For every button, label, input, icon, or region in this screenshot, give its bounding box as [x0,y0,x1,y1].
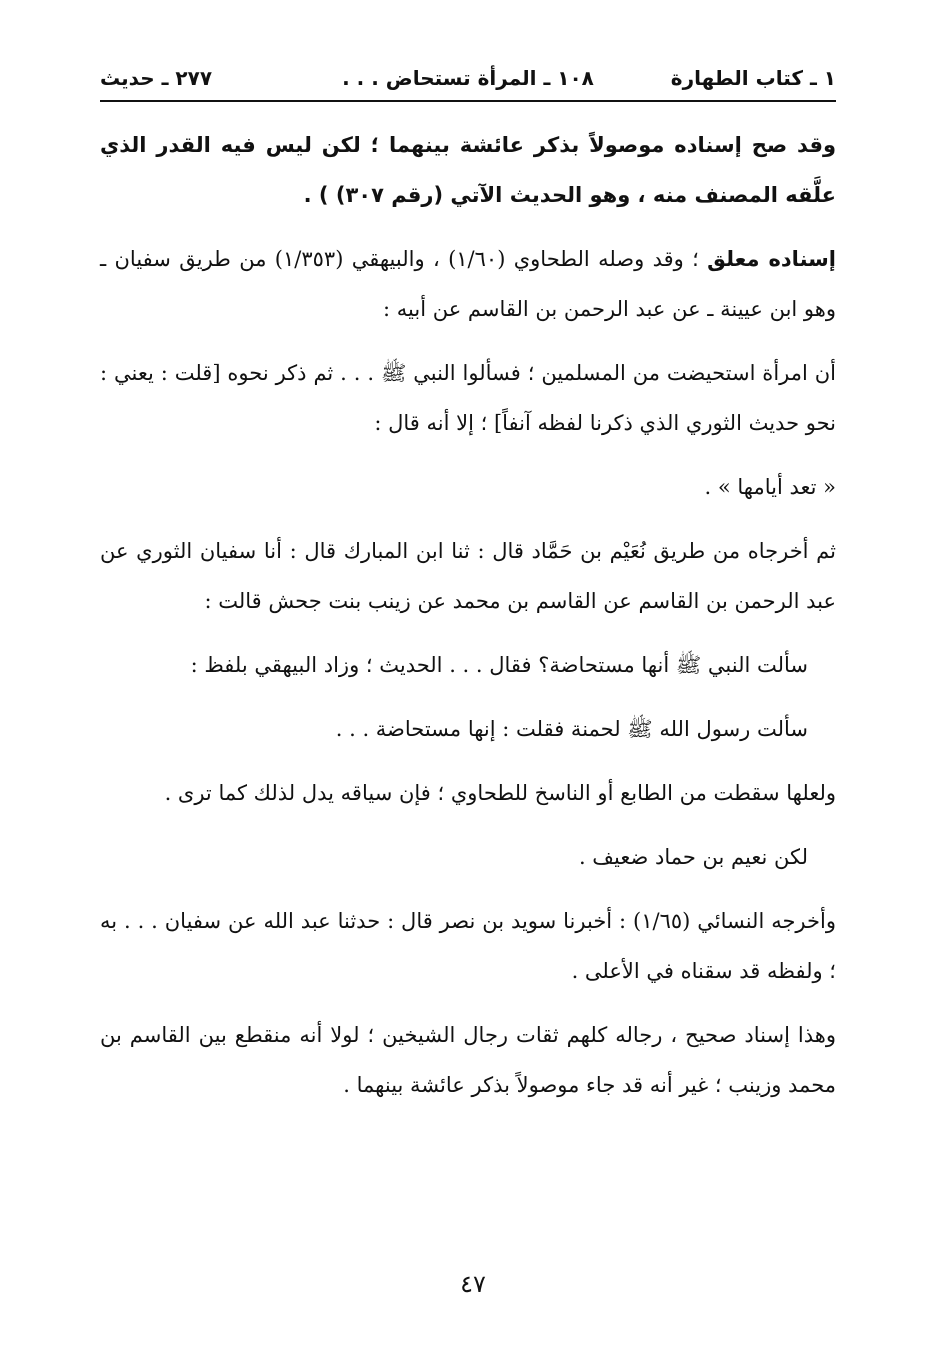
header-hadith-number: ٢٧٧ ـ حديث [100,66,213,90]
paragraph-2 [100,234,836,334]
page-number: ٤٧ [460,1270,486,1298]
paragraph-10: وأخرجه النسائي (١/٦٥) : أخبرنا سويد بن نصر قال : حدثنا عبد الله عن سفيان . . . به ؛ ولفظه قد سقناه في الأعلى . [100,909,836,983]
header-chapter-title: ١٠٨ ـ المرأة تستحاض . . . [342,66,594,90]
paragraph-9: لكن نعيم بن حماد ضعيف . [578,845,808,869]
header-book-title: ١ ـ كتاب الطهارة [670,66,836,90]
paragraph-11: وهذا إسناد صحيح ، رجاله كلهم ثقات رجال الشيخين ؛ لولا أنه منقطع بين القاسم بن محمد وزينب ؛ غير أنه قد جاء موصولاً بذكر عائشة بينهما . [100,1023,836,1097]
page-body [100,120,836,1124]
header-divider [100,100,836,102]
paragraph-6: سألت النبي ﷺ أنها مستحاضة؟ فقال . . . الحديث ؛ وزاد البيهقي بلفظ : [190,653,808,677]
paragraph-5: ثم أخرجاه من طريق نُعَيْم بن حَمَّاد قال : ثنا ابن المبارك قال : أنا سفيان الثوري عن عبد الرحمن بن القاسم عن القاسم بن محمد عن زينب بنت جحش قالت : [100,539,836,613]
paragraph-8: ولعلها سقطت من الطابع أو الناسخ للطحاوي ؛ فإن سياقه يدل لذلك كما ترى . [164,781,836,805]
paragraph-4: « تعد أيامها » . [704,475,836,499]
paragraph-3: أن امرأة استحيضت من المسلمين ؛ فسألوا النبي ﷺ . . . ثم ذكر نحوه [قلت : يعني : نحو حديث الثوري الذي ذكرنا لفظه آنفاً] ؛ إلا أنه قال : [100,361,836,435]
paragraph-7: سألت رسول الله ﷺ لحمنة فقلت : إنها مستحاضة . . . [335,717,808,741]
paragraph-2-lead: إسناده معلق [707,247,836,271]
paragraph-2-text: ؛ وقد وصله الطحاوي (١/٦٠) ، والبيهقي (١/٣٥٣) من طريق سفيان ـ وهو ابن عيينة ـ عن عبد الرحمن بن القاسم عن أبيه : [100,247,836,321]
paragraph-1: وقد صح إسناده موصولاً بذكر عائشة بينهما ؛ لكن ليس فيه القدر الذي علَّقه المصنف منه ، وهو الحديث الآتي (رقم ٣٠٧) ) . [100,133,836,207]
running-header [100,62,836,96]
